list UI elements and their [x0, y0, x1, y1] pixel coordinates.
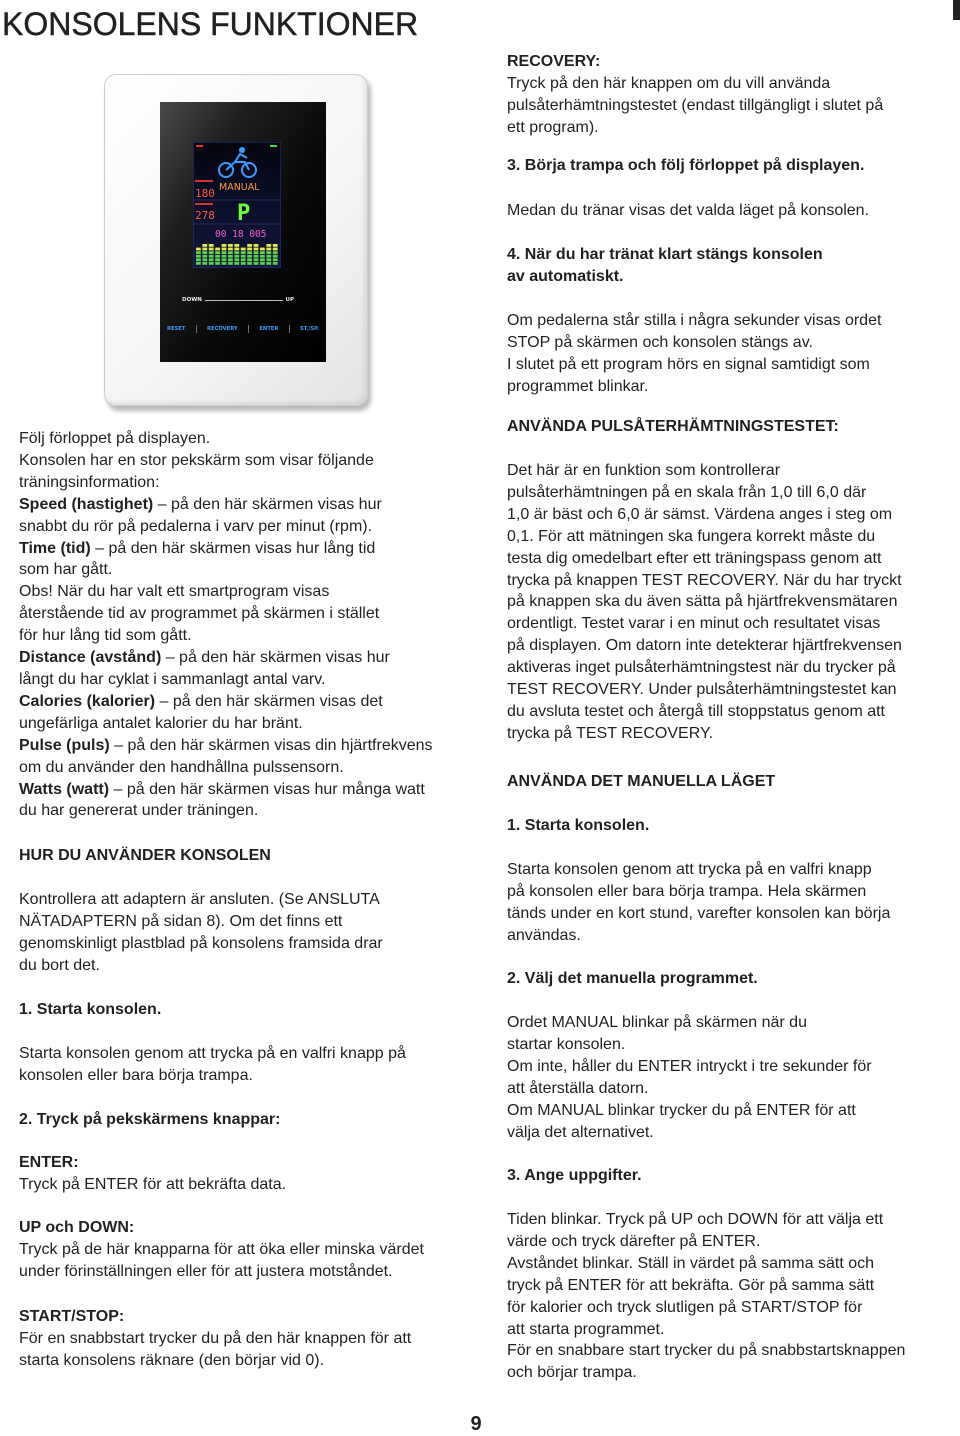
bold-term: Time (tid)	[19, 539, 91, 557]
heading-text: 2. Välj det manuella programmet.	[507, 970, 758, 987]
console-button-reset: RESET	[167, 325, 186, 332]
text-line: Tryck på ENTER för att bekräfta data.	[19, 1175, 287, 1193]
section-heading	[507, 416, 839, 438]
text-line: Avståndet blinkar. Ställ in värdet på samma sätt och	[507, 1254, 875, 1272]
text-line: Konsolen har en stor pekskärm som visar följande	[19, 451, 374, 469]
text-line: om du använder den handhållna pulssensorn.	[19, 758, 344, 776]
section-heading	[19, 845, 271, 867]
heading-line	[507, 244, 823, 266]
text-line: 0,1. För att mätningen ska fungera korrekt måste du	[507, 527, 876, 545]
text-line: på knappen ska du även sätta på hjärtfrekvensmätaren	[507, 593, 898, 611]
bold-term: RECOVERY:	[507, 53, 601, 70]
heading-text: av automatiskt.	[507, 267, 624, 285]
heading-line	[507, 1165, 642, 1187]
page-title: KONSOLENS FUNKTIONER	[2, 6, 419, 42]
right-column	[507, 0, 958, 1400]
text-run: – på den här skärmen visas din hjärtfrekvens	[109, 736, 433, 754]
text-line: Tryck på de här knapparna för att öka eller minska värdet	[19, 1240, 424, 1258]
text-line: Om MANUAL blinkar trycker du på ENTER för att	[507, 1101, 856, 1119]
bold-term: Calories (kalorier)	[19, 692, 156, 710]
text-line: att återställa datorn.	[507, 1079, 649, 1097]
text-line: I slutet på ett program hörs en signal samtidigt som	[507, 355, 870, 373]
heading-text: 1. Starta konsolen.	[19, 1001, 162, 1018]
heading-line	[507, 815, 649, 837]
section-heading	[19, 1109, 280, 1131]
paragraph	[19, 1217, 424, 1283]
bold-term: Speed (hastighet)	[19, 495, 154, 513]
text-line: att starta programmet.	[507, 1320, 665, 1338]
text-line: starta konsolens räknare (den börjar vid 0).	[19, 1351, 325, 1369]
text-line: trycka på knappen TEST RECOVERY. När du har tryckt	[507, 571, 902, 589]
heading-line	[507, 968, 758, 990]
text-line: användas.	[507, 926, 581, 944]
console-button-start-stop: ST./SP.	[300, 325, 319, 332]
heading-text: 3. Börja trampa och följ förloppet på displayen.	[507, 157, 865, 174]
left-column	[19, 0, 491, 1400]
console-button-enter: ENTER	[259, 325, 279, 332]
text-line: TEST RECOVERY. Under pulsåterhämtningstestet kan	[507, 681, 897, 699]
paragraph	[507, 460, 902, 745]
text-line: Om pedalerna står stilla i några sekunder visas ordet	[507, 312, 882, 329]
heading-text: ANVÄNDA PULSÅTERHÄMTNINGSTESTET:	[507, 418, 839, 435]
text-line: värde och tryck därefter på ENTER.	[507, 1232, 761, 1250]
text-line: Medan du tränar visas det valda läget på konsolen.	[507, 202, 870, 219]
text-line: under förinställningen eller för att justera motståndet.	[19, 1262, 393, 1280]
page-number: 9	[470, 1413, 482, 1435]
lcd-value-row: 00 18 005	[215, 229, 267, 240]
heading-line	[19, 845, 271, 867]
text-line: genomskinligt plastblad på konsolens framsida drar	[19, 934, 383, 952]
text-line	[507, 51, 600, 73]
paragraph	[19, 1306, 411, 1372]
text-run: – på den här skärmen visas hur	[161, 649, 390, 667]
text-line: du har genererat under träningen.	[19, 802, 259, 820]
text-line: Ordet MANUAL blinkar på skärmen när du	[507, 1014, 807, 1031]
text-line: på konsolen eller bara börja trampa. Hela skärmen	[507, 882, 867, 900]
heading-text: HUR DU ANVÄNDER KONSOLEN	[19, 847, 271, 864]
text-line: ordentligt. Testet varar i en minut och resultatet visas	[507, 615, 881, 633]
text-run: – på den här skärmen visas det	[155, 692, 383, 710]
heading-line	[19, 1109, 280, 1131]
console-button-recovery: RECOVERY	[207, 325, 238, 332]
text-line: återstående tid av programmet på skärmen i stället	[19, 605, 380, 623]
text-line: För en snabbare start trycker du på snabbstartsknappen	[507, 1342, 906, 1360]
text-line: Starta konsolen genom att trycka på en valfri knapp på	[19, 1045, 406, 1062]
text-line: tryck på ENTER för att bekräfta. Gör på samma sätt	[507, 1276, 875, 1294]
lcd-mode: MANUAL	[219, 182, 260, 193]
paragraph	[19, 428, 433, 822]
lcd-program: P	[237, 201, 251, 226]
text-line: som har gått.	[19, 561, 113, 579]
heading-text: 1. Starta konsolen.	[507, 817, 650, 834]
heading-text: 3. Ange uppgifter.	[507, 1167, 642, 1184]
bold-term: START/STOP:	[19, 1308, 125, 1325]
text-line: aktiveras inget pulsåterhämtningstest när du trycker på	[507, 659, 896, 677]
bold-term: Distance (avstånd)	[19, 649, 162, 667]
text-line: på displayen. Om datorn inte detekterar hjärtfrekvensen	[507, 637, 902, 655]
paragraph	[507, 310, 881, 398]
text-line: STOP på skärmen och konsolen stängs av.	[507, 333, 813, 351]
paragraph	[507, 51, 883, 139]
text-line: du bort det.	[19, 956, 100, 974]
text-line: 1,0 är bäst och 6,0 är sämst. Värdena anges i steg om	[507, 505, 893, 523]
heading-text: ANVÄNDA DET MANUELLA LÄGET	[507, 773, 776, 790]
heading-text: 4. När du har tränat klart stängs konsolen	[507, 246, 823, 263]
text-line: tänds under en kort stund, varefter konsolen kan börja	[507, 904, 891, 922]
text-line	[19, 1217, 134, 1239]
text-line: pulsåterhämtningstestet (endast tillgängligt i slutet på	[507, 96, 884, 114]
heading-line	[507, 771, 775, 793]
text-line	[19, 647, 390, 669]
text-line: konsolen eller bara börja trampa.	[19, 1066, 253, 1084]
text-line: för kalorier och tryck slutligen på START/STOP för	[507, 1298, 863, 1316]
paragraph	[507, 859, 890, 947]
text-line: träningsinformation:	[19, 473, 160, 491]
section-heading	[507, 244, 823, 288]
text-line: Starta konsolen genom att trycka på en valfri knapp	[507, 861, 872, 878]
text-line: För en snabbstart trycker du på den här knappen för att	[19, 1329, 412, 1347]
text-run: – på den här skärmen visas hur många watt	[109, 780, 425, 798]
paragraph	[507, 1209, 905, 1384]
heading-line	[19, 999, 161, 1021]
down-label: DOWN	[182, 297, 202, 303]
text-line: långt du har cyklat i sammanlagt antal varv.	[19, 670, 326, 688]
section-heading	[507, 1165, 642, 1187]
paragraph	[507, 200, 869, 222]
text-line	[19, 1306, 124, 1328]
bold-term: Pulse (puls)	[19, 736, 110, 754]
text-line: Följ förloppet på displayen.	[19, 430, 211, 447]
text-line: välja det alternativet.	[507, 1123, 654, 1141]
text-line: och börjar trampa.	[507, 1364, 637, 1382]
text-line	[19, 538, 375, 560]
text-line: Tiden blinkar. Tryck på UP och DOWN för att välja ett	[507, 1211, 884, 1228]
section-heading	[507, 771, 775, 793]
text-line	[19, 735, 433, 757]
section-heading	[507, 968, 758, 990]
text-line: Om inte, håller du ENTER intryckt i tre sekunder för	[507, 1057, 872, 1075]
text-line: programmet blinkar.	[507, 377, 649, 395]
text-line: Tryck på den här knappen om du vill använda	[507, 74, 831, 92]
lcd-value-1: 180	[195, 187, 215, 200]
section-heading	[507, 155, 864, 177]
text-run: – på den här skärmen visas hur lång tid	[90, 539, 376, 557]
paragraph	[19, 1152, 286, 1196]
text-line	[19, 1152, 79, 1174]
text-line: Kontrollera att adaptern är ansluten. (Se ANSLUTA	[19, 891, 380, 908]
text-line: Obs! När du har valt ett smartprogram visas	[19, 583, 330, 601]
section-heading	[19, 999, 161, 1021]
text-run: – på den här skärmen visas hur	[153, 495, 382, 513]
text-line: NÄTADAPTERN på sidan 8). Om det finns ett	[19, 912, 343, 930]
text-line: snabbt du rör på pedalerna i varv per minut (rpm).	[19, 517, 373, 535]
up-label: UP	[285, 297, 294, 303]
text-line: pulsåterhämtningen på en skala från 1,0 till 6,0 där	[507, 483, 867, 501]
text-line: ett program).	[507, 118, 599, 136]
text-line: ungefärliga antalet kalorier du har bränt.	[19, 714, 303, 732]
section-heading	[507, 815, 649, 837]
paragraph	[507, 1012, 872, 1143]
heading-text: 2. Tryck på pekskärmens knappar:	[19, 1111, 281, 1128]
text-line	[19, 494, 382, 516]
heading-line	[507, 155, 864, 177]
paragraph	[19, 889, 383, 977]
text-line: för hur lång tid som gått.	[19, 627, 192, 645]
text-line: startar konsolen.	[507, 1035, 626, 1053]
text-line: Det här är en funktion som kontrollerar	[507, 462, 781, 479]
paragraph	[19, 1043, 406, 1087]
lcd-value-2: 278	[195, 209, 215, 222]
heading-line	[507, 266, 623, 288]
bold-term: UP och DOWN:	[19, 1219, 135, 1236]
text-line: trycka på TEST RECOVERY.	[507, 724, 714, 742]
heading-line	[507, 416, 839, 438]
text-line	[19, 691, 383, 713]
text-line: du avsluta testet och återgå till stoppstatus genom att	[507, 702, 885, 720]
text-line: testa dig omedelbart efter ett träningspass genom att	[507, 549, 882, 567]
text-line	[19, 779, 425, 801]
bold-term: ENTER:	[19, 1154, 79, 1171]
bold-term: Watts (watt)	[19, 780, 110, 798]
